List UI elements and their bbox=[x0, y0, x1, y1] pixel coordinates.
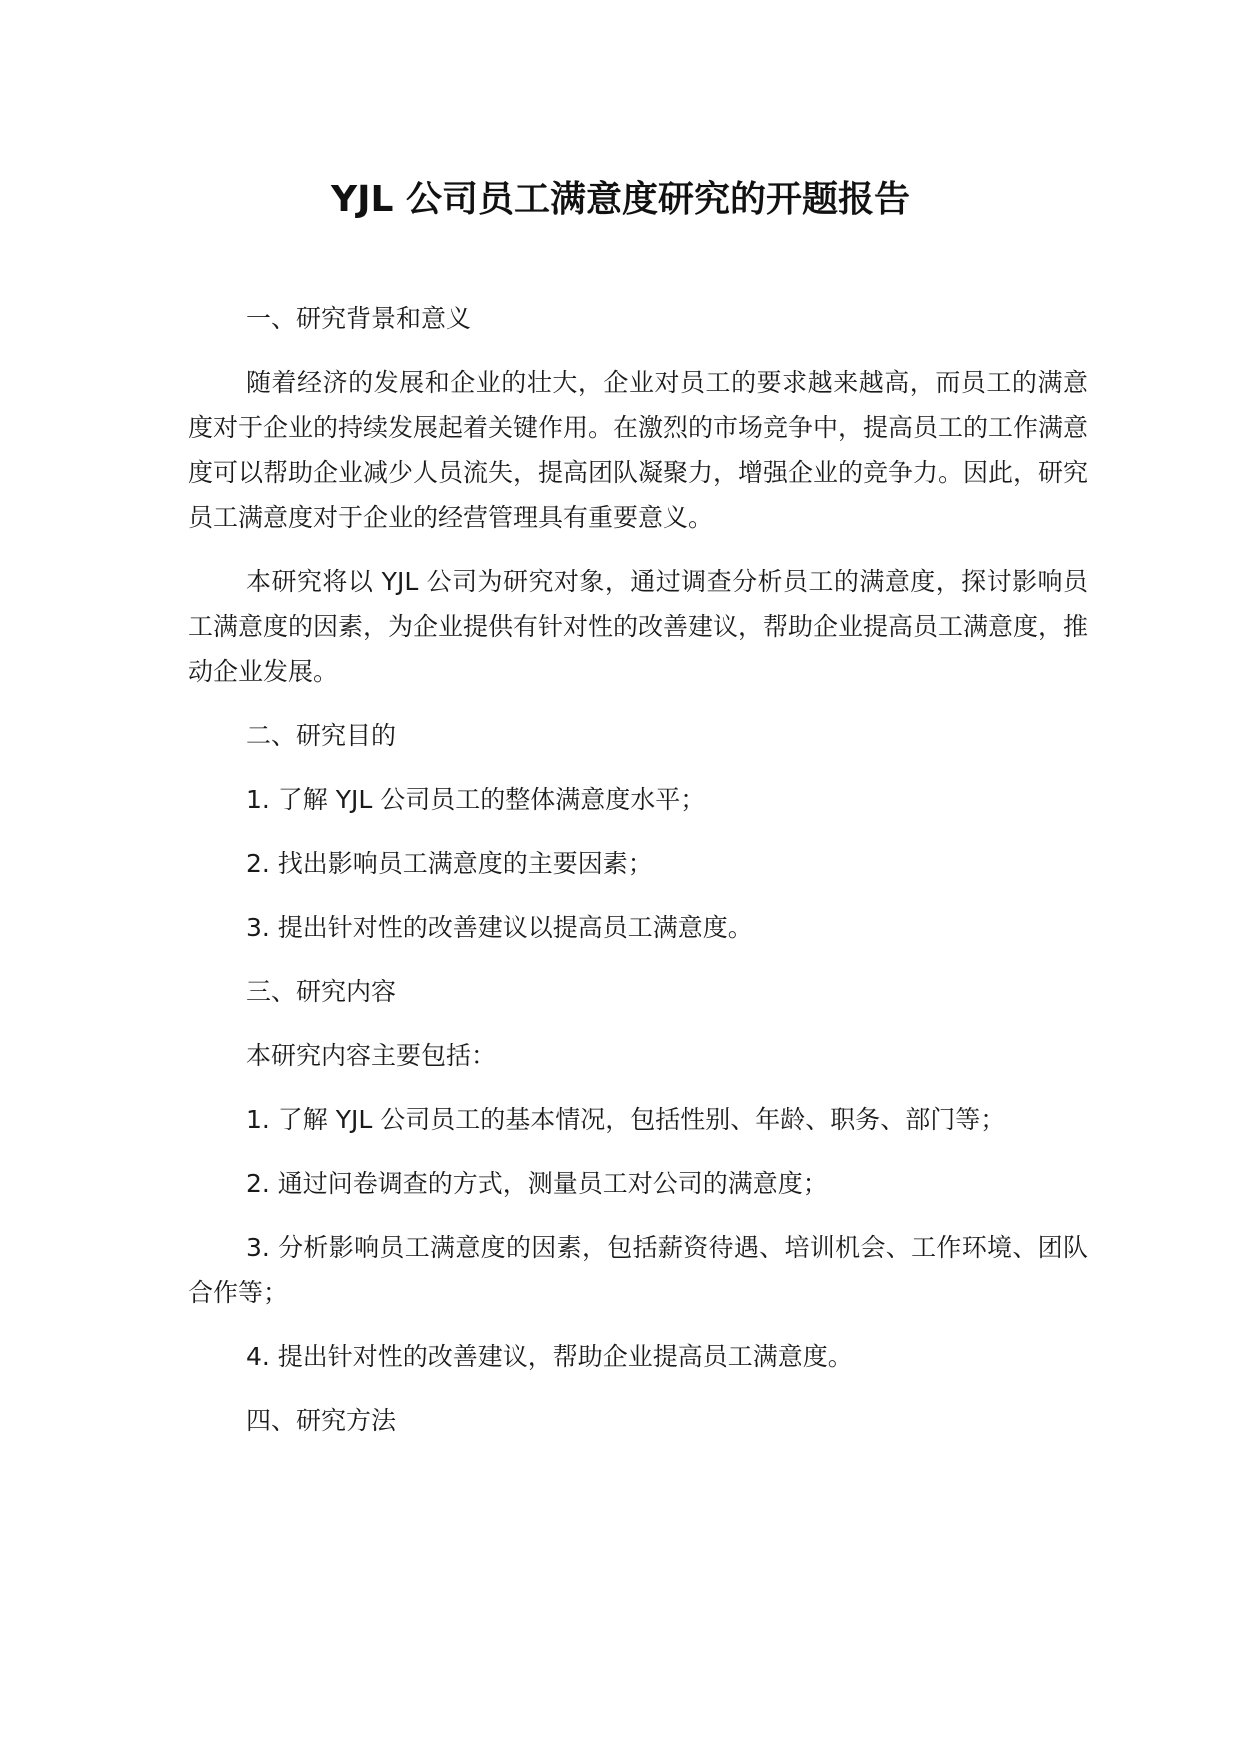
list-item: 1. 了解 YJL 公司员工的整体满意度水平； bbox=[246, 785, 706, 814]
section-heading-method: 四、研究方法 bbox=[246, 1406, 397, 1435]
paragraph-background: 随着经济的发展和企业的壮大，企业对员工的要求越来越高，而员工的满意度对于企业的持续发展起着关键作用。在激烈的市场竞争中，提高员工的工作满意度可以帮助企业减少人员流失，提高团队凝聚力，增强企业的竞争力。因此，研究员工满意度对于企业的经营管理具有重要意义。 bbox=[188, 368, 1089, 532]
list-item: 1. 了解 YJL 公司员工的基本情况，包括性别、年龄、职务、部门等； bbox=[246, 1105, 1006, 1134]
paragraph-research-object: 本研究将以 YJL 公司为研究对象，通过调查分析员工的满意度，探讨影响员工满意度的因素，为企业提供有针对性的改善建议，帮助企业提高员工满意度，推动企业发展。 bbox=[188, 567, 1089, 686]
list-item: 3. 提出针对性的改善建议以提高员工满意度。 bbox=[246, 913, 753, 942]
paragraph-content-intro: 本研究内容主要包括： bbox=[246, 1041, 497, 1070]
list-item: 2. 通过问卷调查的方式，测量员工对公司的满意度； bbox=[246, 1169, 828, 1198]
section-heading-content: 三、研究内容 bbox=[246, 977, 397, 1006]
document-title: YJL 公司员工满意度研究的开题报告 bbox=[331, 179, 910, 220]
list-item: 3. 分析影响员工满意度的因素，包括薪资待遇、培训机会、工作环境、团队合作等； bbox=[188, 1233, 1088, 1307]
section-heading-background: 一、研究背景和意义 bbox=[246, 304, 472, 333]
list-item: 2. 找出影响员工满意度的主要因素； bbox=[246, 849, 653, 878]
section-heading-purpose: 二、研究目的 bbox=[246, 721, 397, 750]
list-item: 4. 提出针对性的改善建议，帮助企业提高员工满意度。 bbox=[246, 1342, 853, 1371]
document-body bbox=[188, 296, 1088, 1443]
